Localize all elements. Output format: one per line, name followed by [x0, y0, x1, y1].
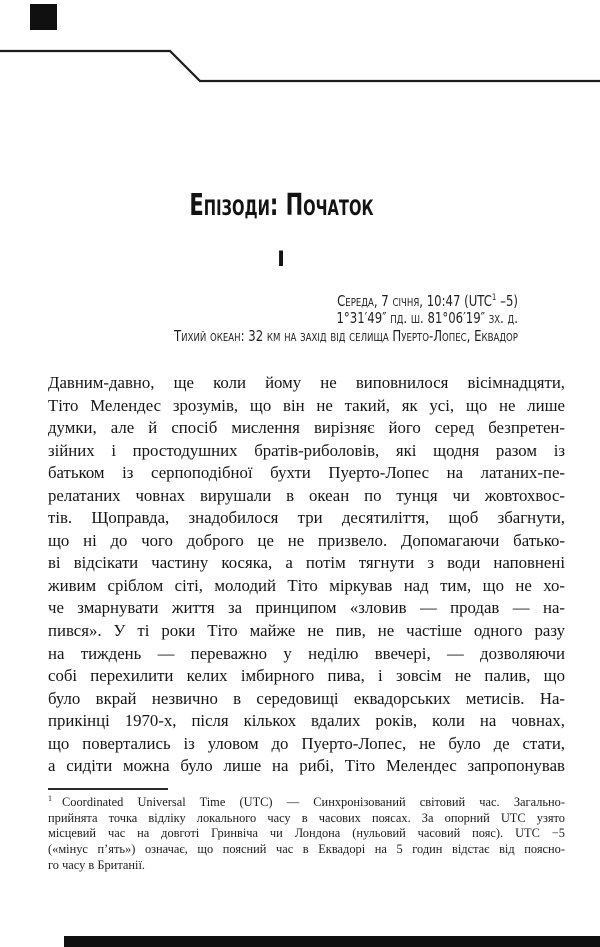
- chapter-title-text: Епізоди: Початок: [188, 188, 374, 223]
- footnote-line: місцевий час на довготі Гринвіча чи Лондона (нульовий часовий пояс). UTC −5: [48, 826, 565, 841]
- footnote-line: го часу в Британії.: [48, 857, 145, 872]
- bottom-bar: [64, 936, 600, 947]
- footnote-line-text: Coordinated Universal Time (UTC) — Синхронізований світовий час. Загально-: [62, 795, 565, 809]
- body-line: релатаних човнах вирушали в океан по тунця чи жовтохвос-: [48, 485, 565, 505]
- footnote-ref-marker: 1: [491, 293, 497, 303]
- body-line: прикінці 1970-х, після кількох вдалих років, коли на човнах,: [48, 711, 565, 731]
- body-line: че змарнувати життя за принципом «зловив — продав — на-: [48, 598, 565, 618]
- footnote-line: прийнята точка відліку локального часу в часових поясах. За опорний UTC узято: [48, 810, 565, 825]
- body-line: Давним-давно, ще коли йому не виповнилося вісімнадцяти,: [48, 373, 565, 392]
- body-line: що ні до чого доброго це не призвело. Допомагаючи батько-: [48, 530, 565, 550]
- dateline-datetime: [174, 293, 518, 310]
- dateline-coordinates: 1°31′49″ пд. ш. 81°06′19″ зх. д.: [336, 309, 518, 328]
- section-number: I: [277, 247, 285, 271]
- footnote-number: 1: [48, 795, 53, 803]
- dateline-datetime-text: Середа, 7 січня, 10:47 (UTC: [337, 292, 492, 310]
- chapter-title: [0, 190, 562, 222]
- footnote: [48, 795, 565, 873]
- chapter-step-rule: [0, 0, 600, 100]
- body-line: ві відсікати частину косяка, а потім тягнути з води наповнені: [48, 553, 565, 573]
- body-line: на тиждень — переважно у неділю ввечері, — дозволяючи: [48, 643, 565, 663]
- body-line: тів. Щоправда, знадобилося три десятиліття, щоб збагнути,: [48, 508, 565, 528]
- dateline: [174, 293, 518, 345]
- body-line: було вкрай незвично в середовищі еквадорських метисів. На-: [48, 688, 565, 708]
- body-line: зійних і простодушних братів-риболовів, які щодня разом із: [48, 440, 565, 460]
- body-line: Тіто Мелендес зрозумів, що він не такий, як усі, що не лише: [48, 395, 565, 415]
- body-line: живим сріблом сіті, молодий Тіто міркував над тим, що не хо-: [48, 575, 565, 595]
- dateline-location: Тихий океан: 32 км на захід від селища Пуерто-Лопес, Еквадор: [174, 326, 518, 345]
- body-text: [48, 372, 565, 778]
- body-line: думки, але й спосіб мислення вирізняє його серед безпретен-: [48, 418, 565, 438]
- footnote-line: [48, 795, 565, 811]
- body-line: а сидіти можна було лише на рибі, Тіто Мелендес запропонував: [48, 756, 565, 776]
- footnote-rule: [48, 788, 168, 790]
- body-line: що повертались із уловом до Пуерто-Лопес, не було де стати,: [48, 733, 565, 753]
- body-line: батьком із серпоподібної бухти Пуерто-Лопес на латаних-пе-: [48, 463, 565, 483]
- body-line: собі перехилити келих імбирного пива, і зовсім не палив, що: [48, 666, 565, 686]
- footnote-line: («мінус п’ять») означає, що поясний час в Еквадорі на 5 годин відстає від поясно-: [48, 842, 565, 857]
- dateline-utc-offset: –5): [496, 292, 518, 310]
- body-line: пився». У ті роки Тіто майже не пив, не частіше одного разу: [48, 621, 565, 641]
